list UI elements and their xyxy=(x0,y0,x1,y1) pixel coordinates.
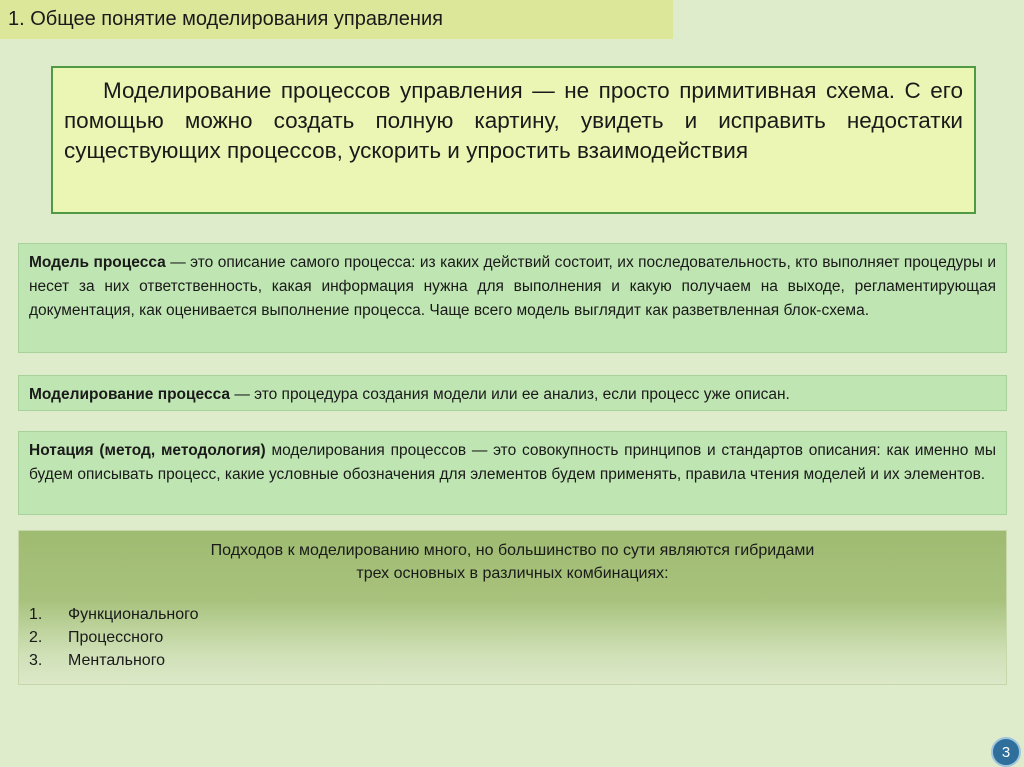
list-item-number: 1. xyxy=(29,606,43,623)
list-item xyxy=(29,649,1006,672)
approaches-lead-line: Подходов к моделированию много, но большинство по сути являются гибридами xyxy=(210,542,815,559)
definition-notation xyxy=(18,431,1007,515)
approaches-lead xyxy=(19,531,1006,585)
page-number-badge: 3 xyxy=(991,737,1021,767)
list-item xyxy=(29,603,1006,626)
list-item-number: 3. xyxy=(29,652,43,669)
definition-text: — это процедура создания модели или ее анализ, если процесс уже описан. xyxy=(230,386,790,403)
slide-title: 1. Общее понятие моделирования управления xyxy=(0,0,673,39)
definition-term: Моделирование процесса xyxy=(29,386,231,403)
list-item-label: Функционального xyxy=(68,606,199,623)
definition-text: моделирования процессов — это совокупность принципов и стандартов описания: как именно мы будем описывать процесс, какие условные обозначения для элементов будем применять, правила чтения моделей и их элементов. xyxy=(29,442,996,483)
intro-box: Моделирование процессов управления — не просто примитивная схема. С его помощью можно создать полную картину, увидеть и исправить недостатки существующих процессов, ускорить и упростить взаимодействия xyxy=(51,66,976,214)
list-item xyxy=(29,626,1006,649)
definition-process-model xyxy=(18,243,1007,353)
approaches-list xyxy=(19,603,1006,672)
definition-term: Модель процесса xyxy=(29,254,166,271)
definition-term: Нотация (метод, методология) xyxy=(29,442,266,459)
approaches-lead-line: трех основных в различных комбинациях: xyxy=(356,565,669,582)
approaches-box xyxy=(18,530,1007,685)
definition-process-modeling xyxy=(18,375,1007,411)
list-item-number: 2. xyxy=(29,629,43,646)
list-item-label: Ментального xyxy=(68,652,166,669)
list-item-label: Процессного xyxy=(68,629,164,646)
definition-text: — это описание самого процесса: из каких действий состоит, их последовательность, кто выполняет процедуры и несет за них ответственность, какая информация нужна для выполнения и какую получаем на выходе, регламентирующая документация, как оценивается выполнение процесса. Чаще всего модель выглядит как разветвленная блок-схема. xyxy=(29,254,996,319)
